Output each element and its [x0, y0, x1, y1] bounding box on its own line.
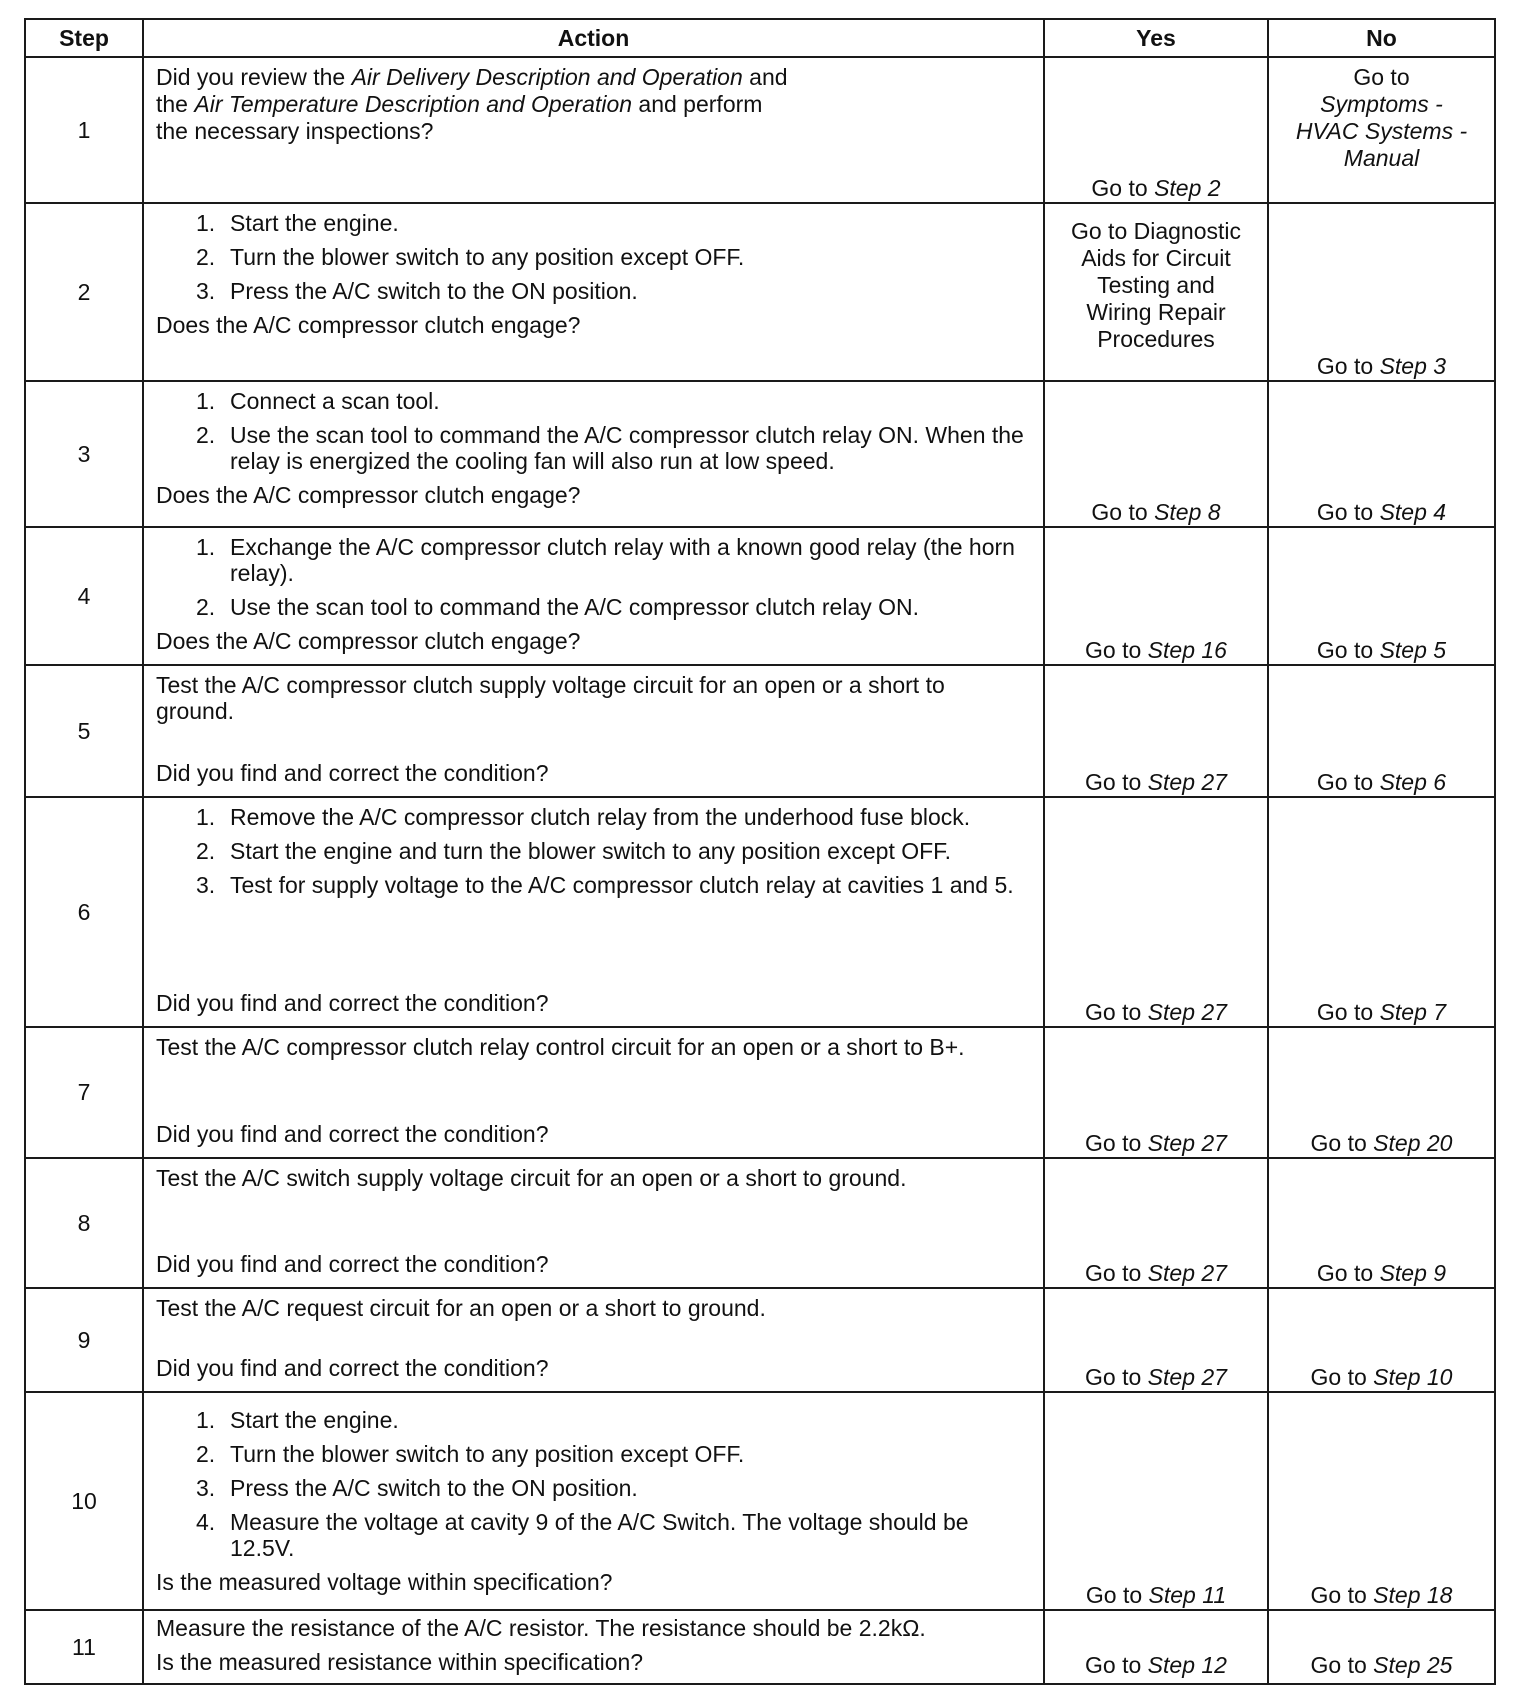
action-question: Does the A/C compressor clutch engage? [156, 482, 581, 508]
step-number: 1 [25, 57, 143, 203]
step-number: 7 [25, 1027, 143, 1158]
header-yes: Yes [1044, 19, 1268, 57]
no-cell: Go to Step 20 [1268, 1027, 1495, 1158]
table-row [25, 203, 1495, 381]
yes-cell: Go to Step 27 [1044, 1288, 1268, 1392]
step-link[interactable]: Step 25 [1373, 1652, 1453, 1678]
yes-cell: Go to Step 11 [1044, 1392, 1268, 1610]
action-question: Is the measured resistance within specification? [156, 1649, 644, 1675]
list-item: 2. Start the engine and turn the blower switch to any position except OFF. [196, 838, 952, 864]
table-row [25, 1027, 1495, 1158]
action-question: Did you find and correct the condition? [156, 990, 549, 1016]
action-cell [143, 203, 1044, 381]
step-link[interactable]: Step 18 [1373, 1582, 1453, 1608]
yes-cell: Go to Step 2 [1044, 57, 1268, 203]
step-link[interactable]: Step 10 [1373, 1364, 1453, 1390]
yes-cell: Go to Step 27 [1044, 797, 1268, 1027]
no-cell: Go to Step 7 [1268, 797, 1495, 1027]
step-link[interactable]: Step 3 [1379, 353, 1447, 379]
action-line: the Air Temperature Description and Operation and perform [156, 91, 763, 117]
list-item: 2. Use the scan tool to command the A/C compressor clutch relay ON. [196, 594, 920, 620]
action-text: Test the A/C compressor clutch supply voltage circuit for an open or a short to ground. [156, 672, 945, 724]
diagnostic-aids-link[interactable]: Go to Diagnostic Aids for Circuit Testing and Wiring Repair Procedures [1070, 218, 1242, 352]
action-text: Test the A/C request circuit for an open or a short to ground. [156, 1295, 766, 1321]
no-cell: Go to Step 5 [1268, 527, 1495, 665]
no-cell: Go to Step 9 [1268, 1158, 1495, 1288]
action-question: Does the A/C compressor clutch engage? [156, 628, 581, 654]
action-question: Is the measured voltage within specification? [156, 1569, 613, 1595]
table-row [25, 57, 1495, 203]
list-item: 1. Start the engine. [196, 1407, 399, 1433]
action-list [156, 1407, 1029, 1561]
action-text: Measure the resistance of the A/C resistor. The resistance should be 2.2kΩ. [156, 1615, 926, 1641]
action-cell [143, 665, 1044, 797]
step-number: 8 [25, 1158, 143, 1288]
action-question: Did you find and correct the condition? [156, 1251, 549, 1277]
no-cell: Go to Step 3 [1268, 203, 1495, 381]
action-cell [143, 1392, 1044, 1610]
yes-cell: Go to Step 27 [1044, 665, 1268, 797]
yes-cell: Go to Step 27 [1044, 1158, 1268, 1288]
table-row [25, 527, 1495, 665]
yes-cell [1044, 203, 1268, 381]
step-link[interactable]: Step 12 [1147, 1652, 1227, 1678]
list-item: 1. Start the engine. [196, 210, 399, 236]
list-item: 1. Connect a scan tool. [196, 388, 440, 414]
table-row [25, 797, 1495, 1027]
step-link[interactable]: Step 27 [1147, 769, 1227, 795]
list-item: 2. Use the scan tool to command the A/C compressor clutch relay ON. When the relay is energized the cooling fan will also run at low speed. [196, 422, 1024, 474]
step-link[interactable]: Step 27 [1147, 1130, 1227, 1156]
list-item: 2. Turn the blower switch to any position except OFF. [196, 244, 745, 270]
action-cell [143, 57, 1044, 203]
action-question: Does the A/C compressor clutch engage? [156, 312, 581, 338]
header-step: Step [25, 19, 143, 57]
step-link[interactable]: Step 4 [1379, 499, 1447, 525]
table-row [25, 1158, 1495, 1288]
list-item: 2. Turn the blower switch to any position except OFF. [196, 1441, 745, 1467]
step-link[interactable]: Step 8 [1154, 499, 1221, 525]
step-number: 4 [25, 527, 143, 665]
no-cell: Go to Step 6 [1268, 665, 1495, 797]
step-number: 5 [25, 665, 143, 797]
action-list [156, 534, 1029, 620]
step-number: 10 [25, 1392, 143, 1610]
yes-cell: Go to Step 16 [1044, 527, 1268, 665]
list-item: 3. Press the A/C switch to the ON position. [196, 278, 638, 304]
step-link[interactable]: Step 27 [1147, 1260, 1227, 1286]
action-text: Test the A/C switch supply voltage circuit for an open or a short to ground. [156, 1165, 907, 1191]
step-link[interactable]: Step 5 [1379, 637, 1447, 663]
action-question: Did you find and correct the condition? [156, 1121, 549, 1147]
action-question: Did you find and correct the condition? [156, 760, 549, 786]
action-cell [143, 1158, 1044, 1288]
step-link[interactable]: Step 2 [1154, 175, 1221, 201]
table-row [25, 1610, 1495, 1684]
step-link[interactable]: Step 7 [1379, 999, 1447, 1025]
action-list [156, 210, 1029, 304]
symptoms-link[interactable]: Symptoms - HVAC Systems - Manual [1295, 91, 1468, 171]
action-text: Test the A/C compressor clutch relay control circuit for an open or a short to B+. [156, 1034, 965, 1060]
step-number: 6 [25, 797, 143, 1027]
list-item: 1. Remove the A/C compressor clutch relay from the underhood fuse block. [196, 804, 971, 830]
step-number: 3 [25, 381, 143, 527]
step-number: 11 [25, 1610, 143, 1684]
no-cell: Go to Symptoms - HVAC Systems - Manual [1268, 57, 1495, 203]
no-cell: Go to Step 18 [1268, 1392, 1495, 1610]
step-number: 2 [25, 203, 143, 381]
yes-cell: Go to Step 8 [1044, 381, 1268, 527]
step-link[interactable]: Step 16 [1147, 637, 1227, 663]
yes-cell: Go to Step 12 [1044, 1610, 1268, 1684]
table-header-row [25, 19, 1495, 57]
table-row [25, 1288, 1495, 1392]
step-link[interactable]: Step 9 [1379, 1260, 1447, 1286]
step-link[interactable]: Step 11 [1148, 1582, 1227, 1608]
step-link[interactable]: Step 27 [1147, 999, 1227, 1025]
diagnostic-table [24, 18, 1496, 1685]
list-item: 3. Test for supply voltage to the A/C compressor clutch relay at cavities 1 and 5. [196, 872, 1014, 898]
action-cell [143, 381, 1044, 527]
table-row [25, 665, 1495, 797]
yes-cell: Go to Step 27 [1044, 1027, 1268, 1158]
action-question: Did you find and correct the condition? [156, 1355, 549, 1381]
table-row [25, 381, 1495, 527]
action-line: Did you review the Air Delivery Description and Operation and [156, 64, 788, 90]
action-cell [143, 1027, 1044, 1158]
list-item: 3. Press the A/C switch to the ON position. [196, 1475, 638, 1501]
action-line: the necessary inspections? [156, 118, 434, 144]
table-row [25, 1392, 1495, 1610]
list-item: 4. Measure the voltage at cavity 9 of the A/C Switch. The voltage should be 12.5V. [196, 1509, 969, 1561]
action-cell [143, 527, 1044, 665]
step-link[interactable]: Step 20 [1373, 1130, 1453, 1156]
step-number: 9 [25, 1288, 143, 1392]
action-cell [143, 797, 1044, 1027]
list-item: 1. Exchange the A/C compressor clutch relay with a known good relay (the horn relay). [196, 534, 1015, 586]
action-cell [143, 1610, 1044, 1684]
header-no: No [1268, 19, 1495, 57]
action-cell [143, 1288, 1044, 1392]
step-link[interactable]: Step 27 [1147, 1364, 1227, 1390]
no-cell: Go to Step 10 [1268, 1288, 1495, 1392]
no-cell: Go to Step 4 [1268, 381, 1495, 527]
step-link[interactable]: Step 6 [1379, 769, 1447, 795]
header-action: Action [143, 19, 1044, 57]
action-list [156, 804, 1029, 906]
action-list [156, 388, 1029, 474]
no-cell: Go to Step 25 [1268, 1610, 1495, 1684]
